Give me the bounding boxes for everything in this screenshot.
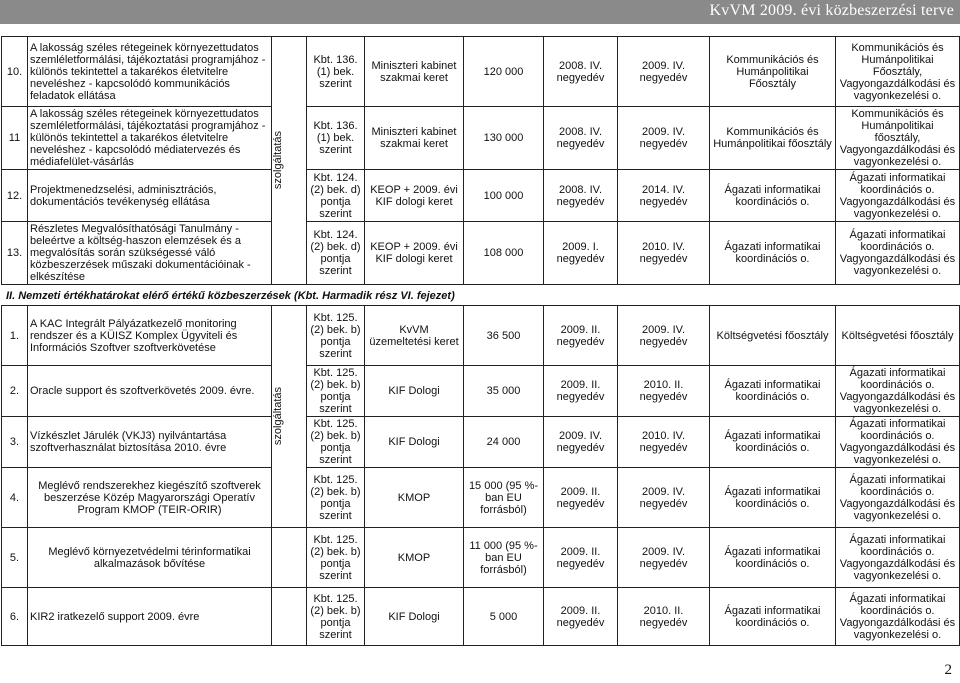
estimated-amount: 108 000 [464, 222, 544, 285]
estimated-amount: 15 000 (95 %-ban EU forrásból) [464, 468, 544, 528]
contributing-unit: Ágazati informatikai koordinációs o. Vagyongazdálkodási és vagyonkezelési o. [836, 366, 960, 417]
procedure-type: Kbt. 125. (2) bek. b) pontja szerint [307, 417, 365, 468]
funding-source: KIF Dologi [365, 366, 464, 417]
end-date: 2009. IV. negyedév [618, 37, 710, 107]
contributing-unit: Ágazati informatikai koordinációs o. Vagyongazdálkodási és vagyonkezelési o. [836, 170, 960, 222]
end-date: 2010. IV. negyedév [618, 417, 710, 468]
end-date: 2010. II. negyedév [618, 366, 710, 417]
responsible-unit: Ágazati informatikai koordinációs o. [710, 170, 836, 222]
end-date: 2009. IV. negyedév [618, 107, 710, 170]
table-row [2, 366, 960, 417]
estimated-amount: 24 000 [464, 417, 544, 468]
estimated-amount: 120 000 [464, 37, 544, 107]
row-number: 2. [2, 366, 28, 417]
funding-source: KEOP + 2009. évi KIF dologi keret [365, 170, 464, 222]
start-date: 2009. II. negyedév [544, 366, 618, 417]
responsible-unit: Ágazati informatikai koordinációs o. [710, 588, 836, 646]
procedure-type: Kbt. 125. (2) bek. b) pontja szerint [307, 306, 365, 366]
funding-source: Miniszteri kabinet szakmai keret [365, 37, 464, 107]
row-number: 12. [2, 170, 28, 222]
end-date: 2009. IV. negyedév [618, 306, 710, 366]
end-date: 2010. II. negyedév [618, 588, 710, 646]
procurement-type: szolgáltatás [272, 131, 284, 190]
procurement-subject: KIR2 iratkezelő support 2009. évre [28, 588, 272, 646]
procurement-subject: Meglévő környezetvédelmi térinformatikai alkalmazások bővítése [28, 528, 272, 588]
contributing-unit: Kommunikációs és Humánpolitikai Főosztály, Vagyongazdálkodási és vagyonkezelési o. [836, 37, 960, 107]
contributing-unit: Kommunikációs és Humánpolitikai főosztály, Vagyongazdálkodási és vagyonkezelési o. [836, 107, 960, 170]
funding-source: KvVM üzemeltetési keret [365, 306, 464, 366]
estimated-amount: 130 000 [464, 107, 544, 170]
procurement-subject: A lakosság széles rétegeinek környezettudatos szemléletformálási, tájékoztatási programjához - különös tekintettel a takarékos életvitelre neveléshez - kapcsolódó kommunikációs feladatok ellátása [28, 37, 272, 107]
responsible-unit: Ágazati informatikai koordinációs o. [710, 417, 836, 468]
end-date: 2009. IV. negyedév [618, 468, 710, 528]
procurement-table-section-1 [1, 36, 960, 285]
procurement-subject: Meglévő rendszerekhez kiegészítő szoftverek beszerzése Közép Magyarországi Operatív Program KMOP (TEIR-ORIR) [28, 468, 272, 528]
row-number: 6. [2, 588, 28, 646]
responsible-unit: Költségvetési főosztály [710, 306, 836, 366]
row-number: 13. [2, 222, 28, 285]
procedure-type: Kbt. 124. (2) bek. d) pontja szerint [307, 222, 365, 285]
page-header [0, 0, 960, 24]
procedure-type: Kbt. 125. (2) bek. b) pontja szerint [307, 588, 365, 646]
procurement-subject: A lakosság széles rétegeinek környezettudatos szemléletformálási, tájékoztatási programjához - különös tekintettel a takarékos életvitelre neveléshez - kapcsolódó médiatervezés és médiafelület-vásárlás [28, 107, 272, 170]
procurement-subject: Oracle support és szoftverkövetés 2009. évre. [28, 366, 272, 417]
funding-source: KMOP [365, 528, 464, 588]
procurement-type-empty [272, 588, 307, 646]
start-date: 2009. II. negyedév [544, 306, 618, 366]
funding-source: KEOP + 2009. évi KIF dologi keret [365, 222, 464, 285]
document-title: KvVM 2009. évi közbeszerzési terve [709, 2, 954, 19]
procurement-type-cell [272, 37, 307, 285]
procedure-type: Kbt. 125. (2) bek. b) pontja szerint [307, 366, 365, 417]
responsible-unit: Ágazati informatikai koordinációs o. [710, 468, 836, 528]
start-date: 2008. IV. negyedév [544, 37, 618, 107]
procurement-type-cell [272, 306, 307, 528]
responsible-unit: Kommunikációs és Humánpolitikai főosztály [710, 107, 836, 170]
responsible-unit: Ágazati informatikai koordinációs o. [710, 222, 836, 285]
procedure-type: Kbt. 125. (2) bek. b) pontja szerint [307, 528, 365, 588]
row-number: 11 [2, 107, 28, 170]
procedure-type: Kbt. 124. (2) bek. d) pontja szerint [307, 170, 365, 222]
row-number: 1. [2, 306, 28, 366]
start-date: 2008. IV. negyedév [544, 107, 618, 170]
section-heading: II. Nemzeti értékhatárokat elérő értékű közbeszerzések (Kbt. Harmadik rész VI. fejezet) [6, 290, 455, 302]
start-date: 2009. II. negyedév [544, 468, 618, 528]
contributing-unit: Költségvetési főosztály [836, 306, 960, 366]
start-date: 2009. II. negyedév [544, 588, 618, 646]
estimated-amount: 11 000 (95 %-ban EU forrásból) [464, 528, 544, 588]
row-number: 4. [2, 468, 28, 528]
contributing-unit: Ágazati informatikai koordinációs o. Vagyongazdálkodási és vagyonkezelési o. [836, 222, 960, 285]
procurement-type: szolgáltatás [272, 387, 284, 446]
end-date: 2014. IV. negyedév [618, 170, 710, 222]
start-date: 2009. I. negyedév [544, 222, 618, 285]
procurement-subject: Részletes Megvalósíthatósági Tanulmány - beleértve a költség-haszon elemzések és a megvalósítás során szükségessé váló közbeszerzések műszaki dokumentációinak - elkészítése [28, 222, 272, 285]
table-row [2, 107, 960, 170]
page-number: 2 [944, 662, 952, 678]
procurement-table-section-2 [1, 305, 960, 646]
contributing-unit: Ágazati informatikai koordinációs o. Vagyongazdálkodási és vagyonkezelési o. [836, 588, 960, 646]
responsible-unit: Kommunikációs és Humánpolitikai Főosztály [710, 37, 836, 107]
table-row [2, 588, 960, 646]
row-number: 3. [2, 417, 28, 468]
contributing-unit: Ágazati informatikai koordinációs o. Vagyongazdálkodási és vagyonkezelési o. [836, 417, 960, 468]
table-row [2, 170, 960, 222]
funding-source: KIF Dologi [365, 417, 464, 468]
table-row [2, 306, 960, 366]
start-date: 2009. II. negyedév [544, 528, 618, 588]
procedure-type: Kbt. 136. (1) bek. szerint [307, 37, 365, 107]
end-date: 2010. IV. negyedév [618, 222, 710, 285]
funding-source: KMOP [365, 468, 464, 528]
contributing-unit: Ágazati informatikai koordinációs o. Vagyongazdálkodási és vagyonkezelési o. [836, 528, 960, 588]
estimated-amount: 5 000 [464, 588, 544, 646]
funding-source: Miniszteri kabinet szakmai keret [365, 107, 464, 170]
responsible-unit: Ágazati informatikai koordinációs o. [710, 528, 836, 588]
table-row [2, 528, 960, 588]
table-row [2, 222, 960, 285]
end-date: 2009. IV. negyedév [618, 528, 710, 588]
estimated-amount: 35 000 [464, 366, 544, 417]
procedure-type: Kbt. 125. (2) bek. b) pontja szerint [307, 468, 365, 528]
row-number: 10. [2, 37, 28, 107]
funding-source: KIF Dologi [365, 588, 464, 646]
row-number: 5. [2, 528, 28, 588]
estimated-amount: 36 500 [464, 306, 544, 366]
table-row [2, 468, 960, 528]
procurement-type-empty [272, 528, 307, 588]
start-date: 2008. IV. negyedév [544, 170, 618, 222]
responsible-unit: Ágazati informatikai koordinációs o. [710, 366, 836, 417]
procedure-type: Kbt. 136. (1) bek. szerint [307, 107, 365, 170]
table-row [2, 37, 960, 107]
contributing-unit: Ágazati informatikai koordinációs o. Vagyongazdálkodási és vagyonkezelési o. [836, 468, 960, 528]
procurement-subject: A KAC Integrált Pályázatkezelő monitoring rendszer és a KÜISZ Komplex Ügyviteli és Információs Szoftver szoftverkövetése [28, 306, 272, 366]
procurement-subject: Vízkészlet Járulék (VKJ3) nyilvántartása szoftverhasználat biztosítása 2010. évre [28, 417, 272, 468]
start-date: 2009. IV. negyedév [544, 417, 618, 468]
procurement-subject: Projektmenedzselési, adminisztrációs, dokumentációs tevékenység ellátása [28, 170, 272, 222]
estimated-amount: 100 000 [464, 170, 544, 222]
table-row [2, 417, 960, 468]
